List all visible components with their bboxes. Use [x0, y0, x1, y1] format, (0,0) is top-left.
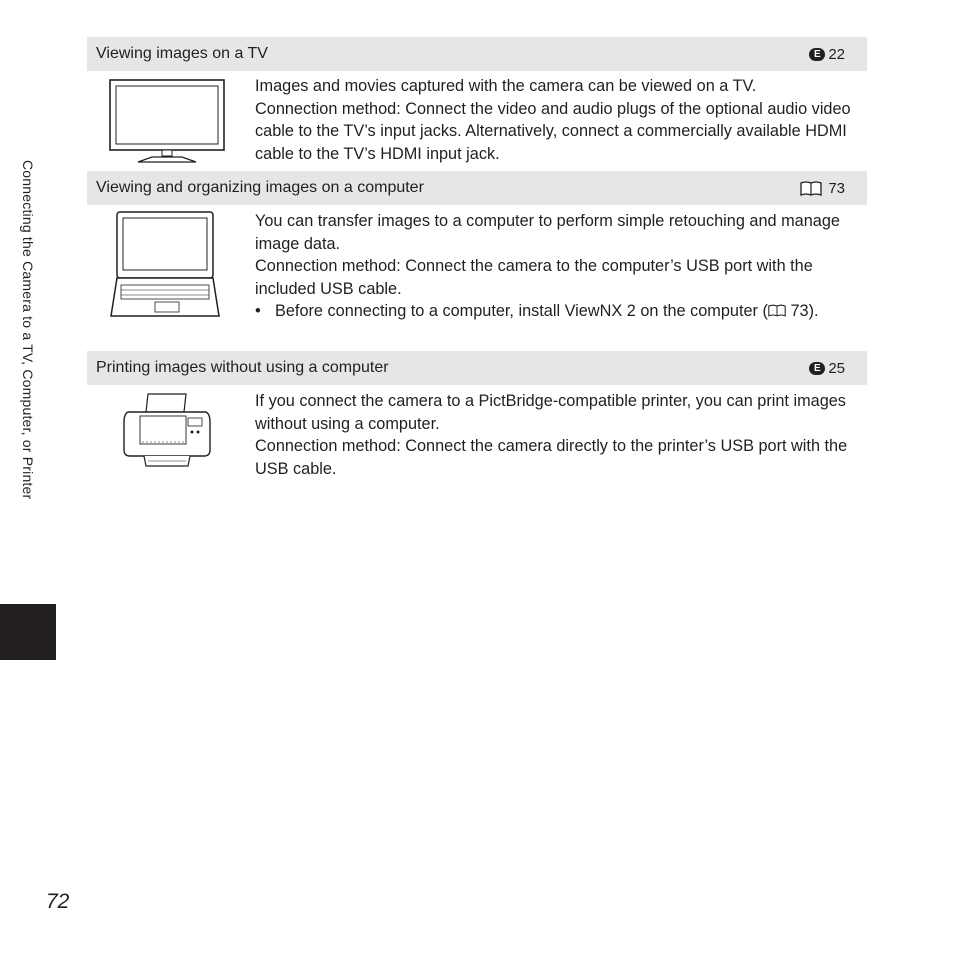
- section-body-computer: [255, 210, 855, 323]
- bullet-item: [255, 300, 855, 323]
- printer-icon: [122, 392, 212, 472]
- bullet-ref-page[interactable]: 73: [790, 302, 809, 320]
- section-reference[interactable]: [800, 180, 845, 197]
- section-reference[interactable]: [809, 360, 845, 377]
- bullet-text: [275, 300, 819, 323]
- book-icon: [800, 181, 822, 196]
- paragraph: You can transfer images to a computer to perform simple retouching and manage image data.: [255, 212, 840, 253]
- paragraph: Connection method: Connect the camera directly to the printer’s USB port with the USB cable.: [255, 437, 848, 478]
- reference-e-icon: E: [809, 48, 825, 61]
- tv-icon: [108, 78, 226, 166]
- section-header-computer: [87, 171, 867, 205]
- reference-page: 73: [828, 179, 845, 197]
- section-body-printer: [255, 390, 855, 480]
- section-body-tv: [255, 75, 855, 165]
- chapter-side-label: Connecting the Camera to a TV, Computer, or Printer: [20, 160, 36, 500]
- book-icon: [768, 304, 786, 317]
- reference-page: 22: [828, 45, 845, 63]
- chapter-tab-marker: [0, 604, 56, 660]
- paragraph: Connection method: Connect the video and audio plugs of the optional audio video cable to the TV’s input jacks. Alternatively, connect a commercially available HDMI cable to the TV’s HDMI input jack.: [255, 99, 851, 163]
- paragraph: Images and movies captured with the camera can be viewed on a TV.: [255, 77, 757, 95]
- section-header-tv: [87, 37, 867, 71]
- section-title: Printing images without using a computer: [96, 359, 389, 376]
- paragraph: If you connect the camera to a PictBridge-compatible printer, you can print images without using a computer.: [255, 392, 846, 433]
- page-number: 72: [46, 890, 70, 913]
- reference-page: 25: [828, 359, 845, 377]
- bullet-text-after: ).: [808, 302, 819, 320]
- bullet-text-before: Before connecting to a computer, install ViewNX 2 on the computer (: [275, 302, 768, 320]
- section-header-printer: [87, 351, 867, 385]
- section-title: Viewing and organizing images on a computer: [96, 179, 424, 196]
- section-reference[interactable]: [809, 46, 845, 63]
- laptop-icon: [109, 210, 221, 320]
- paragraph: Connection method: Connect the camera to the computer’s USB port with the included USB cable.: [255, 257, 813, 298]
- reference-e-icon: E: [809, 362, 825, 375]
- section-title: Viewing images on a TV: [96, 45, 268, 62]
- bullet-symbol: •: [255, 302, 261, 320]
